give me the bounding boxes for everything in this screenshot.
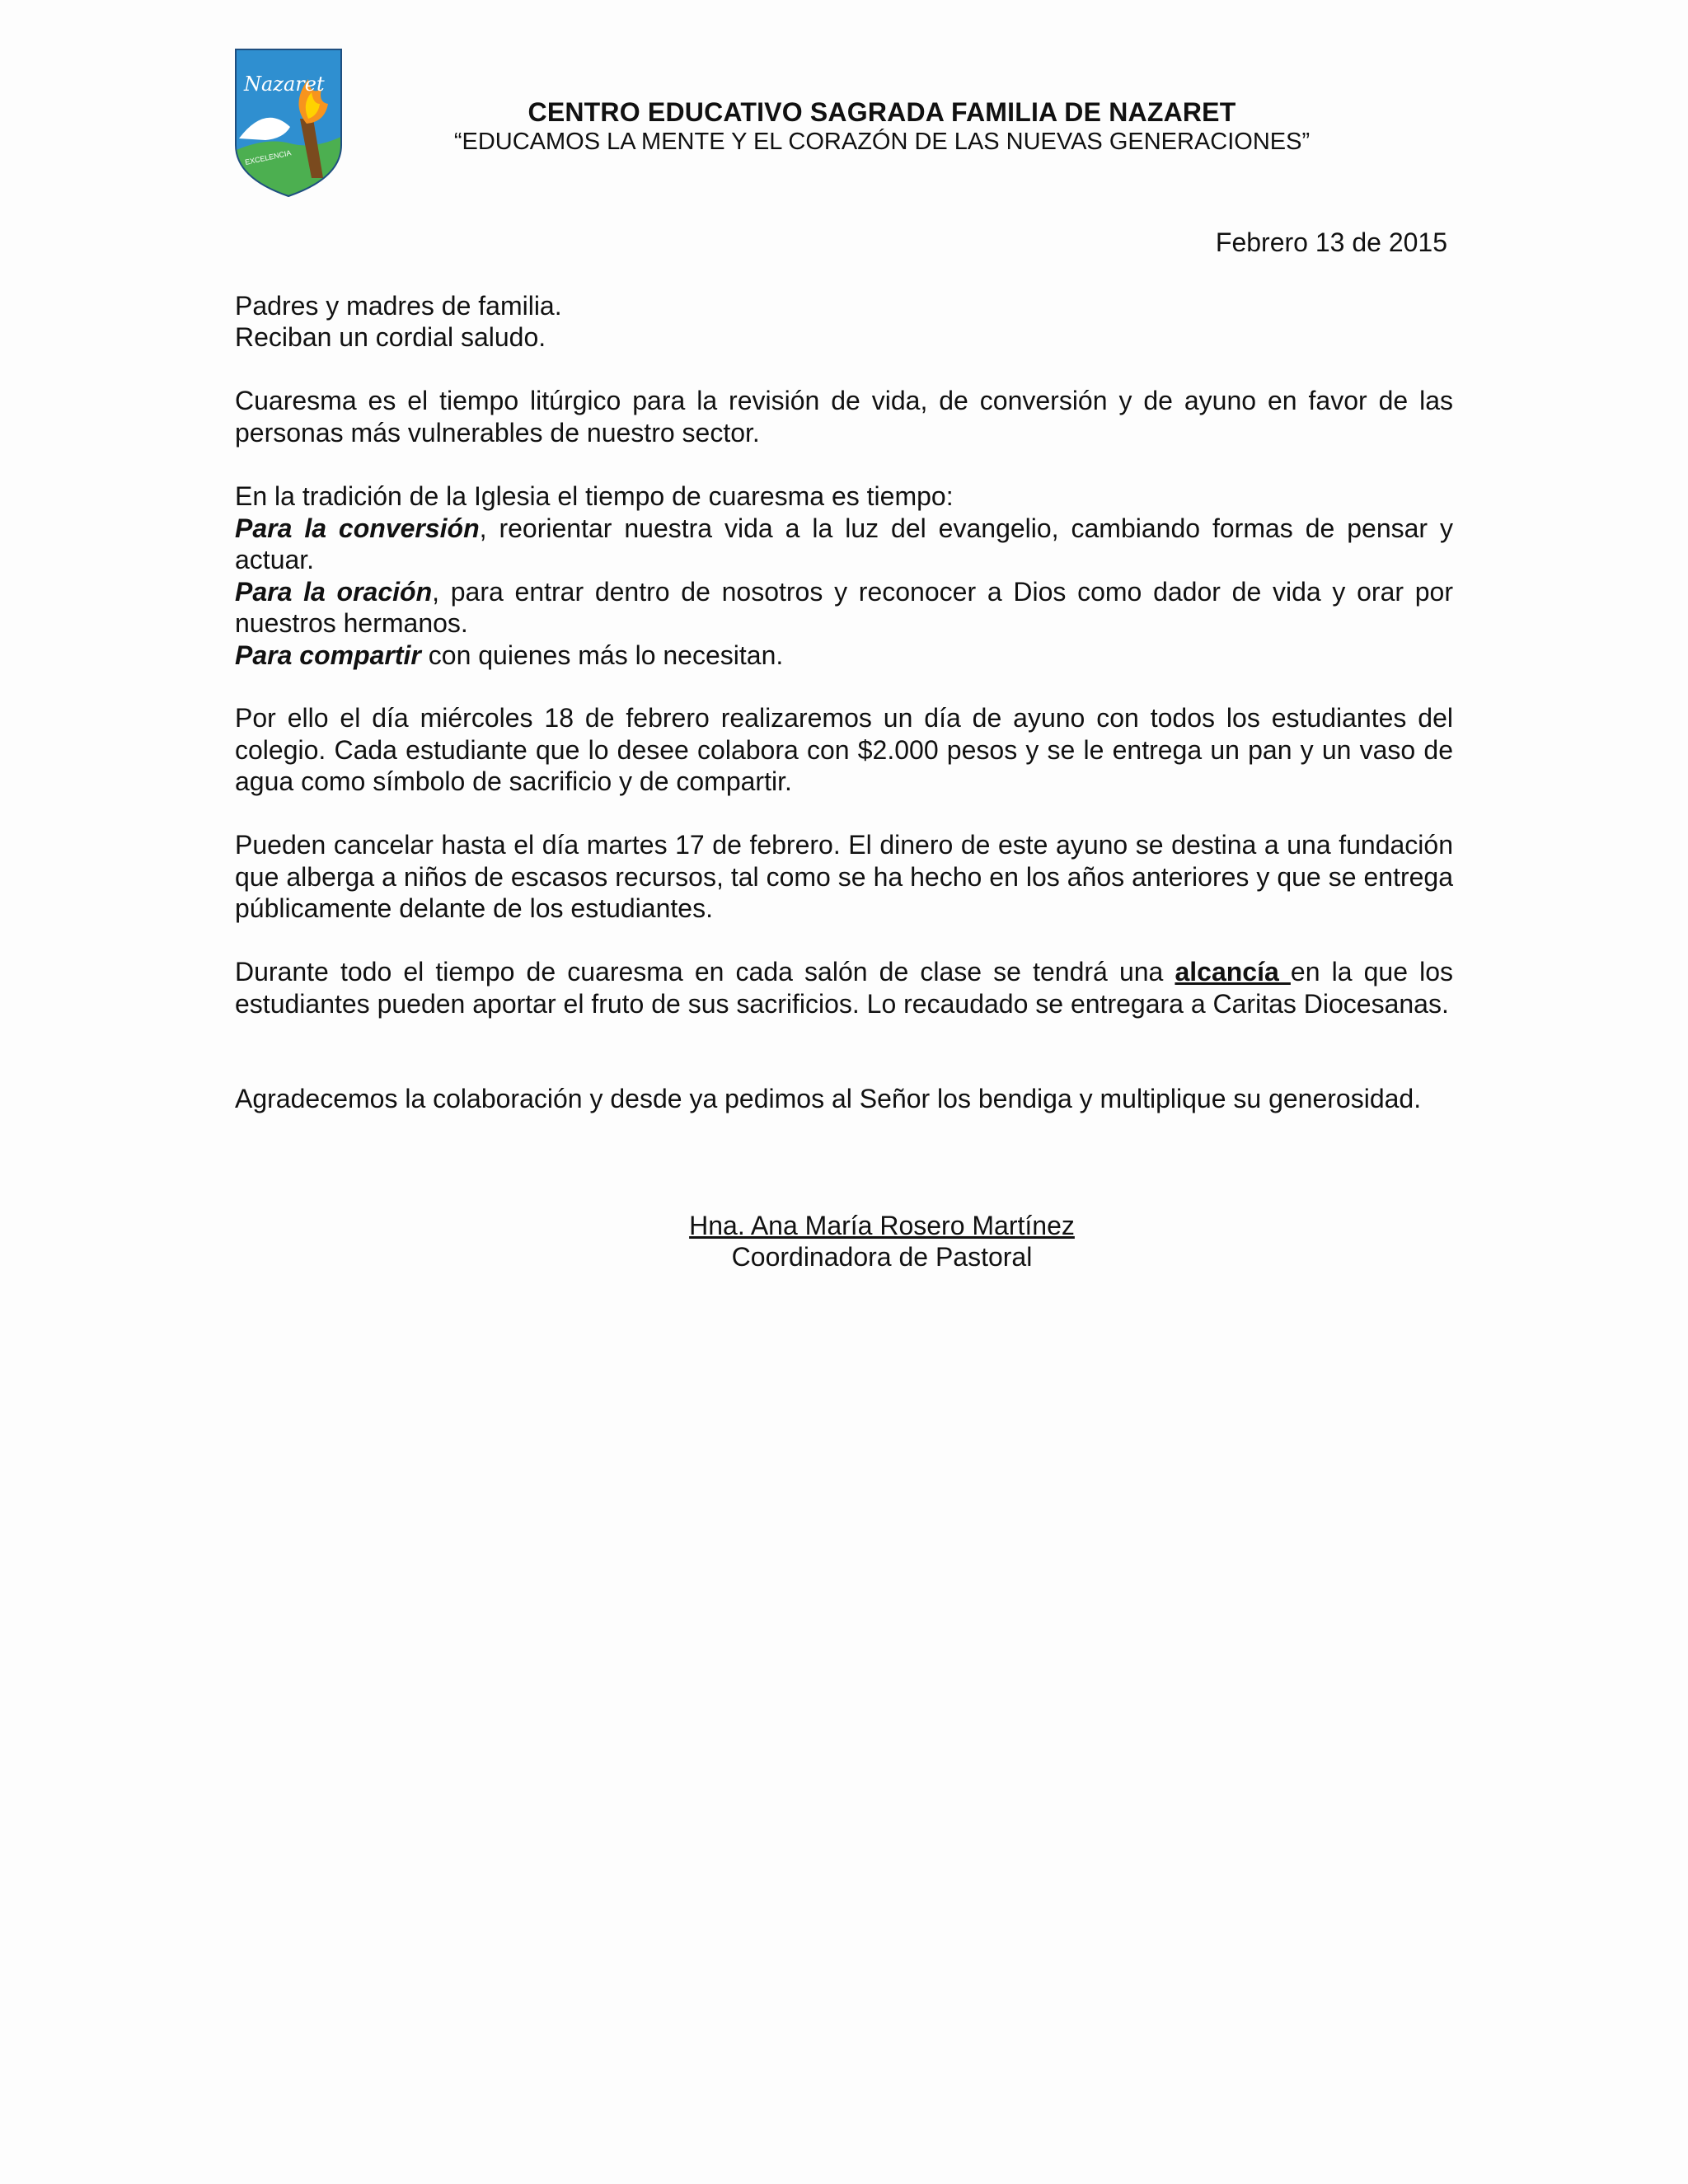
school-name: CENTRO EDUCATIVO SAGRADA FAMILIA DE NAZARET [528, 97, 1236, 127]
school-motto: “EDUCAMOS LA MENTE Y EL CORAZÓN DE LAS NUEVAS GENERACIONES” [453, 129, 1311, 155]
item-conversion-title: Para la conversión [235, 513, 480, 543]
paragraph-fasting-day: Por ello el día miércoles 18 de febrero realizaremos un día de ayuno con todos los estudiantes del colegio. Cada estudiante que lo desee colabora con $2.000 pesos y se le entrega un pan y un vaso de agua como símbolo de sacrificio y de compartir. [235, 703, 1453, 797]
paragraph-payment: Pueden cancelar hasta el día martes 17 de febrero. El dinero de este ayuno se destina a una fundación que alberga a niños de escasos recursos, tal como se ha hecho en los años anteriores y que se entrega públicamente delante de los estudiantes. [235, 830, 1453, 924]
paragraph-tradition [235, 480, 1453, 672]
piggy-bank-before: Durante todo el tiempo de cuaresma en cada salón de clase se tendrá una [235, 957, 1175, 987]
logo-text: Nazaret [244, 73, 325, 96]
greeting-line-1: Padres y madres de familia. [235, 291, 562, 321]
logo-banner-text: EXCELENCIA [244, 148, 293, 166]
signature-name: Hna. Ana María Rosero Martínez [689, 1211, 1075, 1240]
signature-role: Coordinadora de Pastoral [731, 1242, 1033, 1272]
item-share-title: Para compartir [235, 640, 421, 670]
item-prayer-title: Para la oración [235, 576, 433, 607]
school-logo [232, 46, 345, 199]
greeting-line-2: Reciban un cordial saludo. [235, 322, 546, 352]
piggy-bank-after: en la que los estudiantes pueden aportar el fruto de sus sacrificios. Lo recaudado se entregara a Caritas Diocesanas. [235, 957, 1454, 1019]
item-share-text: con quienes más lo necesitan. [420, 640, 784, 670]
item-prayer-text: , para entrar dentro de nosotros y reconocer a Dios como dador de vida y orar por nuestros hermanos. [235, 576, 1454, 639]
tradition-item-prayer [235, 576, 1453, 640]
paragraph-lent-intro: Cuaresma es el tiempo litúrgico para la revisión de vida, de conversión y de ayuno en favor de las personas más vulnerables de nuestro sector. [235, 386, 1453, 448]
item-conversion-text: , reorientar nuestra vida a la luz del evangelio, cambiando formas de pensar y actuar. [235, 513, 1454, 575]
paragraph-piggy-bank [235, 956, 1453, 1019]
tradition-intro: En la tradición de la Iglesia el tiempo de cuaresma es tiempo: [235, 481, 954, 511]
tradition-item-conversion [235, 513, 1453, 576]
paragraph-thanks: Agradecemos la colaboración y desde ya pedimos al Señor los bendiga y multiplique su generosidad. [235, 1084, 1422, 1113]
letter-date: Febrero 13 de 2015 [1215, 227, 1447, 257]
tradition-item-share [235, 640, 1453, 672]
piggy-bank-keyword: alcancía [1175, 957, 1291, 987]
